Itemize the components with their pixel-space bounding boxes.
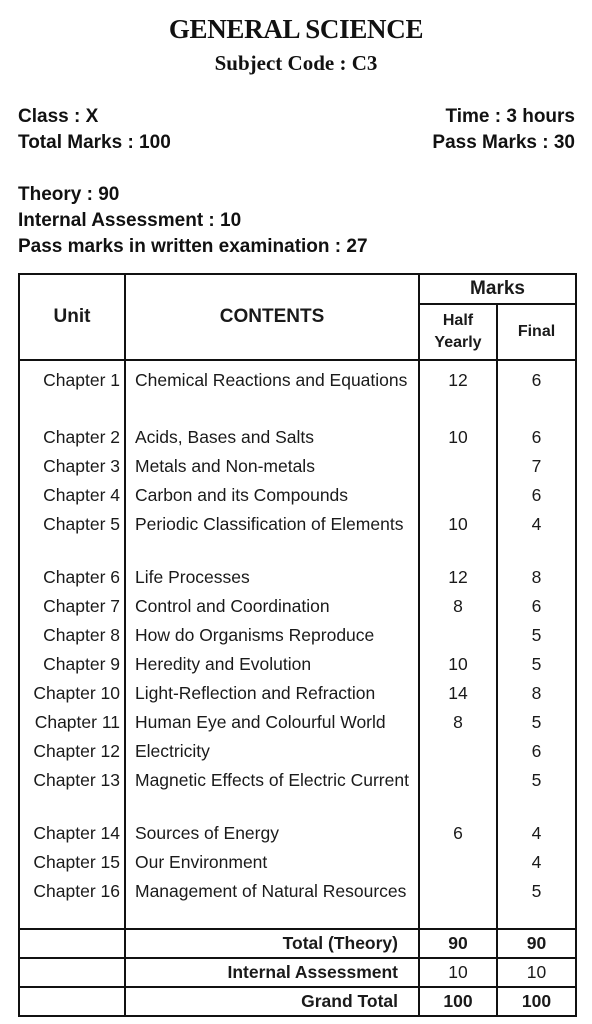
unit-cell: Chapter 16 (19, 876, 125, 929)
total-half-yearly: 10 (419, 958, 497, 987)
final-cell: 8 (497, 678, 576, 707)
half-yearly-header-line2: Yearly (434, 334, 482, 351)
total-final: 100 (497, 987, 576, 1016)
internal-assessment-label: Internal Assessment : 10 (18, 210, 242, 231)
blank-cell (19, 958, 125, 987)
content-cell: Acids, Bases and Salts (125, 422, 419, 451)
unit-cell: Chapter 15 (19, 847, 125, 876)
table-row (19, 422, 576, 451)
half-yearly-cell: 10 (419, 649, 497, 678)
table-row (19, 509, 576, 562)
final-cell: 6 (497, 480, 576, 509)
half-yearly-cell (419, 736, 497, 765)
unit-cell: Chapter 2 (19, 422, 125, 451)
half-yearly-cell: 12 (419, 360, 497, 422)
total-label: Grand Total (125, 987, 419, 1016)
content-cell: Management of Natural Resources (125, 876, 419, 929)
total-marks-label: Total Marks : 100 (18, 132, 171, 153)
unit-cell: Chapter 14 (19, 818, 125, 847)
half-yearly-cell: 10 (419, 509, 497, 562)
pass-written-label: Pass marks in written examination : 27 (18, 236, 368, 257)
unit-cell: Chapter 9 (19, 649, 125, 678)
final-cell: 6 (497, 360, 576, 422)
half-yearly-cell: 12 (419, 562, 497, 591)
half-yearly-cell: 14 (419, 678, 497, 707)
unit-cell: Chapter 6 (19, 562, 125, 591)
table-row (19, 451, 576, 480)
content-cell: Electricity (125, 736, 419, 765)
subject-code: Subject Code : C3 (214, 51, 378, 75)
final-cell: 6 (497, 591, 576, 620)
final-cell: 5 (497, 876, 576, 929)
final-cell: 5 (497, 649, 576, 678)
half-yearly-cell (419, 847, 497, 876)
half-yearly-cell: 8 (419, 707, 497, 736)
table-row (19, 765, 576, 818)
table-row (19, 480, 576, 509)
table-row (19, 591, 576, 620)
unit-cell: Chapter 3 (19, 451, 125, 480)
class-label: Class : X (18, 106, 99, 127)
final-cell: 5 (497, 620, 576, 649)
half-yearly-cell: 8 (419, 591, 497, 620)
half-yearly-header-line1: Half (442, 312, 474, 329)
table-body (19, 360, 576, 929)
content-cell: Heredity and Evolution (125, 649, 419, 678)
unit-cell: Chapter 1 (19, 360, 125, 422)
half-yearly-cell (419, 765, 497, 818)
unit-cell: Chapter 12 (19, 736, 125, 765)
final-cell: 5 (497, 707, 576, 736)
table-row (19, 360, 576, 422)
content-cell: How do Organisms Reproduce (125, 620, 419, 649)
total-label: Total (Theory) (125, 929, 419, 958)
total-final: 10 (497, 958, 576, 987)
half-yearly-header (419, 304, 497, 360)
unit-cell: Chapter 5 (19, 509, 125, 562)
unit-cell: Chapter 11 (19, 707, 125, 736)
unit-header: Unit (19, 274, 125, 360)
half-yearly-cell (419, 451, 497, 480)
unit-cell: Chapter 8 (19, 620, 125, 649)
final-cell: 6 (497, 736, 576, 765)
half-yearly-cell: 10 (419, 422, 497, 451)
content-cell: Life Processes (125, 562, 419, 591)
total-label: Internal Assessment (125, 958, 419, 987)
theory-label: Theory : 90 (18, 184, 120, 205)
table-row (19, 649, 576, 678)
unit-cell: Chapter 4 (19, 480, 125, 509)
table-totals (19, 929, 576, 1016)
final-cell: 6 (497, 422, 576, 451)
total-half-yearly: 90 (419, 929, 497, 958)
half-yearly-cell (419, 876, 497, 929)
syllabus-table (18, 273, 577, 1017)
table-row (19, 847, 576, 876)
table-row (19, 876, 576, 929)
final-cell: 7 (497, 451, 576, 480)
table-row (19, 678, 576, 707)
marks-header: Marks (419, 274, 576, 304)
content-cell: Our Environment (125, 847, 419, 876)
final-cell: 4 (497, 509, 576, 562)
final-header: Final (497, 304, 576, 360)
unit-cell: Chapter 10 (19, 678, 125, 707)
content-cell: Carbon and its Compounds (125, 480, 419, 509)
contents-header: CONTENTS (125, 274, 419, 360)
table-row (19, 707, 576, 736)
total-row (19, 987, 576, 1016)
table-row (19, 562, 576, 591)
content-cell: Periodic Classification of Elements (125, 509, 419, 562)
half-yearly-cell (419, 480, 497, 509)
half-yearly-cell (419, 620, 497, 649)
page-title: GENERAL SCIENCE (168, 14, 424, 44)
content-cell: Magnetic Effects of Electric Current (125, 765, 419, 818)
content-cell: Control and Coordination (125, 591, 419, 620)
table-row (19, 736, 576, 765)
content-cell: Metals and Non-metals (125, 451, 419, 480)
final-cell: 4 (497, 847, 576, 876)
final-cell: 4 (497, 818, 576, 847)
total-row (19, 929, 576, 958)
total-final: 90 (497, 929, 576, 958)
time-label: Time : 3 hours (445, 106, 575, 127)
content-cell: Light-Reflection and Refraction (125, 678, 419, 707)
final-cell: 5 (497, 765, 576, 818)
total-row (19, 958, 576, 987)
content-cell: Sources of Energy (125, 818, 419, 847)
blank-cell (19, 929, 125, 958)
table-row (19, 620, 576, 649)
unit-cell: Chapter 13 (19, 765, 125, 818)
unit-cell: Chapter 7 (19, 591, 125, 620)
final-cell: 8 (497, 562, 576, 591)
pass-marks-label: Pass Marks : 30 (432, 132, 575, 153)
total-half-yearly: 100 (419, 987, 497, 1016)
table-row (19, 818, 576, 847)
content-cell: Human Eye and Colourful World (125, 707, 419, 736)
blank-cell (19, 987, 125, 1016)
content-cell: Chemical Reactions and Equations (125, 360, 419, 422)
half-yearly-cell: 6 (419, 818, 497, 847)
